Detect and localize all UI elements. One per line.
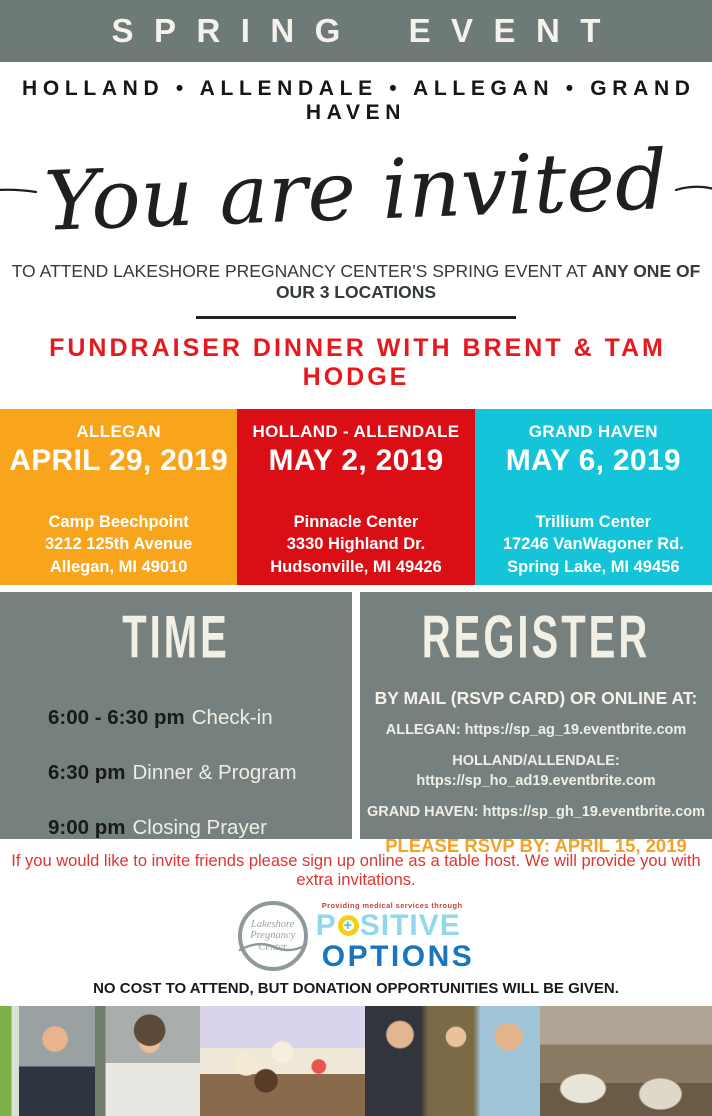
invite-sentence-prefix: TO ATTEND LAKESHORE PREGNANCY CENTER'S SPRING EVENT AT xyxy=(11,261,592,281)
holland-allendale-url[interactable]: https://sp_ho_ad19.eventbrite.com xyxy=(416,772,656,789)
info-boxes-row xyxy=(0,592,712,857)
lakeshore-logo-line3: Center xyxy=(258,941,288,953)
positive-options-tagline: Providing medical services through xyxy=(321,900,463,910)
cupcakes-dessert-table-photo xyxy=(200,1006,365,1116)
venue-street: 3330 Highland Dr. xyxy=(286,535,426,554)
venue-city: Hudsonville, MI 49426 xyxy=(270,557,442,576)
event-date: APRIL 29, 2019 xyxy=(9,444,229,477)
yellow-o-plus-icon: + xyxy=(338,915,359,936)
location-box-allegan xyxy=(0,409,237,585)
holland-allendale-label: HOLLAND/ALLENDALE: xyxy=(452,753,620,769)
banquet-hall-tables-photo xyxy=(540,1006,712,1116)
lakeshore-logo-line2: Pregnancy xyxy=(250,930,296,942)
region-name: HOLLAND - ALLENDALE xyxy=(252,422,460,441)
register-box xyxy=(360,592,712,857)
invite-sentence-bold: ANY ONE OF OUR 3 LOCATIONS xyxy=(275,261,701,302)
left-swash-flourish xyxy=(0,170,38,215)
schedule-item-closing xyxy=(48,816,352,840)
time-box xyxy=(0,592,352,839)
divider-rule xyxy=(196,316,516,319)
schedule-label: Check-in xyxy=(191,706,273,729)
venue-address xyxy=(0,511,237,578)
lakeshore-logo-line1: Lakeshore xyxy=(251,919,295,930)
three-guests-posing-photo xyxy=(365,1006,540,1116)
smiling-man-at-table-photo xyxy=(0,1006,95,1116)
positive-wordmark xyxy=(315,908,475,942)
script-headline-row xyxy=(0,129,712,255)
schedule-time: 6:30 pm xyxy=(48,761,126,784)
register-title: REGISTER xyxy=(421,605,651,671)
fundraiser-headline: FUNDRAISER DINNER WITH BRENT & TAM HODGE xyxy=(49,334,666,391)
positive-letter-p: P xyxy=(315,908,337,942)
logos-row xyxy=(0,899,712,973)
wave-swoosh-icon xyxy=(238,938,308,959)
schedule-label: Dinner & Program xyxy=(132,761,297,784)
schedule-time: 9:00 pm xyxy=(48,816,126,839)
smiling-woman-photo xyxy=(95,1006,200,1116)
location-boxes-row xyxy=(0,409,712,585)
right-swash-flourish xyxy=(674,170,712,215)
positive-letters-rest: SITIVE xyxy=(359,908,461,942)
table-host-note: If you would like to invite friends please sign up online as a table host. We will provide you with extra invitations. xyxy=(11,852,701,889)
script-headline: You are invited xyxy=(42,133,670,250)
rsvp-deadline: PLEASE RSVP BY: APRIL 15, 2019 xyxy=(385,835,687,857)
venue-name: Trillium Center xyxy=(535,513,652,531)
venue-address xyxy=(237,511,474,578)
banner-title: SPRING EVENT xyxy=(0,0,712,62)
invite-sentence xyxy=(0,261,712,303)
time-title: TIME xyxy=(122,605,230,671)
schedule-item-checkin xyxy=(48,706,352,730)
location-box-grand-haven xyxy=(475,409,712,585)
allegan-registration-url[interactable]: ALLEGAN: https://sp_ag_19.eventbrite.com xyxy=(385,722,687,738)
register-subtitle: BY MAIL (RSVP CARD) OR ONLINE AT: xyxy=(374,688,698,708)
time-schedule xyxy=(0,706,352,840)
photo-strip xyxy=(0,1006,712,1116)
venue-address xyxy=(475,511,712,578)
venue-name: Camp Beechpoint xyxy=(48,513,189,531)
positive-options-logo xyxy=(316,901,475,972)
options-wordmark: OPTIONS xyxy=(321,939,475,973)
event-date: MAY 6, 2019 xyxy=(505,444,681,477)
venue-street: 17246 VanWagoner Rd. xyxy=(502,535,684,554)
schedule-time: 6:00 - 6:30 pm xyxy=(48,706,185,729)
region-name: ALLEGAN xyxy=(76,422,161,441)
venue-street: 3212 125th Avenue xyxy=(44,535,193,554)
event-date: MAY 2, 2019 xyxy=(268,444,444,477)
lakeshore-pregnancy-center-logo xyxy=(238,901,308,971)
schedule-label: Closing Prayer xyxy=(132,816,267,839)
holland-allendale-registration-url[interactable] xyxy=(360,752,712,791)
location-box-holland-allendale xyxy=(237,409,474,585)
schedule-item-dinner xyxy=(48,761,352,785)
venue-city: Allegan, MI 49010 xyxy=(49,557,188,576)
region-name: GRAND HAVEN xyxy=(528,422,658,441)
grand-haven-registration-url[interactable]: GRAND HAVEN: https://sp_gh_19.eventbrite.com xyxy=(366,804,706,821)
venue-name: Pinnacle Center xyxy=(293,513,419,531)
venue-city: Spring Lake, MI 49456 xyxy=(507,557,680,576)
locations-line: HOLLAND • ALLENDALE • ALLEGAN • GRAND HAVEN xyxy=(22,77,696,124)
no-cost-note: NO COST TO ATTEND, BUT DONATION OPPORTUNITIES WILL BE GIVEN. xyxy=(93,980,619,997)
